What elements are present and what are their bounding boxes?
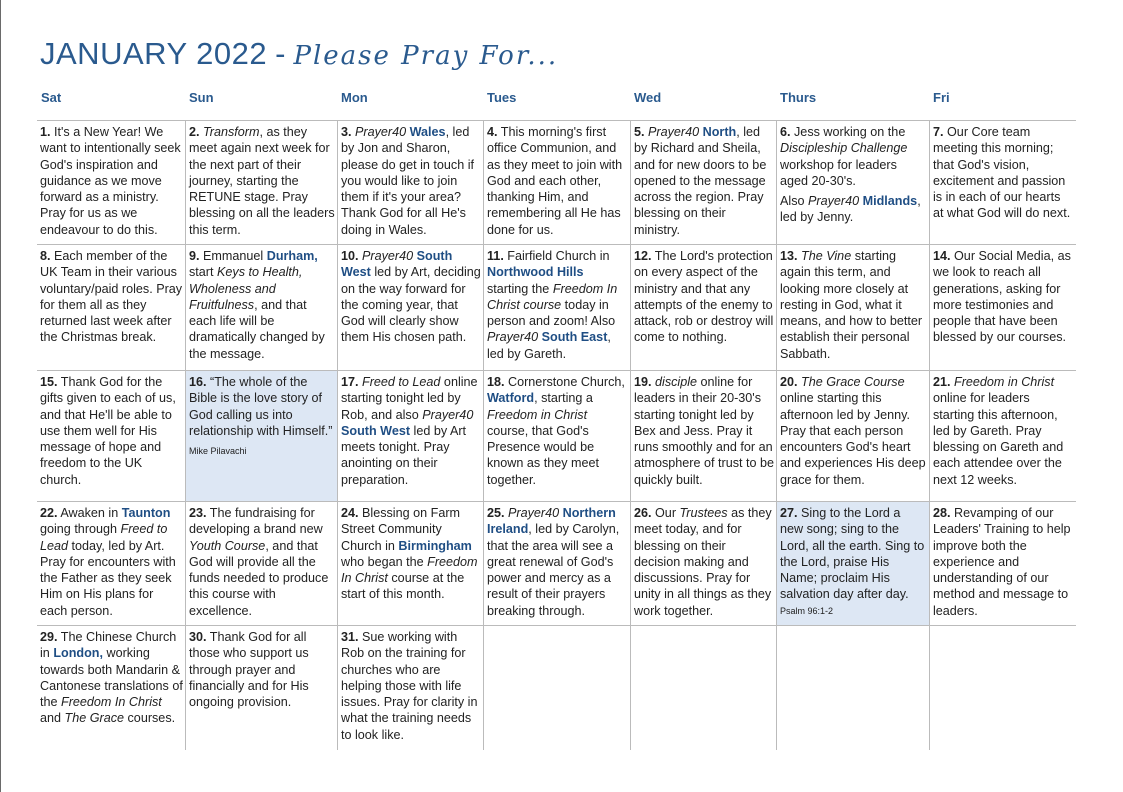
day-text-italic: Youth Course xyxy=(189,538,266,553)
day-text: online starting this afternoon led by Jenny. Pray that each person encounters God's heart and experiences His deep grace for them. xyxy=(780,391,926,487)
day-text-italic: Freedom In Christ course xyxy=(487,281,618,312)
day-text: Thank God for all those who support us through prayer and financially and for His ongoing provision. xyxy=(189,630,309,710)
quote-text: “The whole of the Bible is the love story of God calling us into relationship with Himself.” xyxy=(189,375,333,438)
day-text: , led by Carolyn, that the area will see a great renewal of God's power and mercy as a result of their prayers breaking through. xyxy=(487,522,620,618)
empty-cell xyxy=(630,625,776,750)
day-cell-29 xyxy=(37,625,185,750)
day-cell-20 xyxy=(776,370,929,501)
day-number: 27. xyxy=(780,506,798,520)
scripture-reference: Psalm 96:1-2 xyxy=(780,605,834,616)
empty-cell xyxy=(776,625,929,750)
day-header-wed: Wed xyxy=(634,90,662,105)
day-text-italic: Trustees xyxy=(679,506,728,520)
day-number: 3. xyxy=(341,125,352,139)
day-text-bold: Watford xyxy=(487,391,535,406)
calendar-grid xyxy=(37,87,1076,750)
day-text-italic: Freedom in Christ xyxy=(487,407,588,422)
day-number: 15. xyxy=(40,375,58,389)
day-text-italic: Prayer40 xyxy=(808,194,860,209)
day-number: 22. xyxy=(40,506,58,520)
day-cell-7 xyxy=(929,120,1076,244)
day-text: , and that God will provide all the funds needed to produce this course with excellence. xyxy=(189,538,329,618)
spacer xyxy=(780,189,927,193)
day-text: starting the xyxy=(487,281,553,296)
day-text-italic: Prayer40 xyxy=(487,330,539,345)
day-number: 9. xyxy=(189,249,200,263)
day-cell-1 xyxy=(37,120,185,244)
day-number: 12. xyxy=(634,249,652,263)
day-text: , led by Richard and Sheila, and for new doors to be opened to the message across the region. Pray blessing on their ministry. xyxy=(634,125,767,237)
day-cell-21 xyxy=(929,370,1076,501)
quote-source: Mike Pilavachi xyxy=(189,446,247,457)
day-number: 19. xyxy=(634,375,652,389)
day-cell-17 xyxy=(337,370,483,501)
day-text-bold: North xyxy=(702,125,737,139)
empty-cell xyxy=(929,625,1076,750)
day-text: online for leaders starting this afternoon, led by Gareth. Pray blessing on Gareth and each attendee over the next 12 weeks. xyxy=(933,391,1064,487)
day-cell-15 xyxy=(37,370,185,501)
day-number: 23. xyxy=(189,506,207,520)
day-text: Sue working with Rob on the training for churches who are helping those with life issues. Pray for clarity in what the training needs to look like. xyxy=(341,630,478,742)
title-month: JANUARY 2022 xyxy=(40,36,268,71)
day-text: Fairfield Church in xyxy=(503,249,610,263)
day-text-italic: The Vine xyxy=(801,249,852,263)
day-cell-14 xyxy=(929,244,1076,370)
day-header-fri: Fri xyxy=(933,90,950,105)
day-text-italic: Freedom In Christ xyxy=(61,695,162,710)
day-text-bold: South West xyxy=(341,249,453,280)
day-text-bold: South East xyxy=(541,330,608,345)
day-text-bold: Birmingham xyxy=(398,538,472,553)
day-cell-5 xyxy=(630,120,776,244)
day-cell-3 xyxy=(337,120,483,244)
day-header-sat: Sat xyxy=(41,90,62,105)
day-text-italic: The Grace Course xyxy=(801,375,905,389)
day-text: online for leaders in their 20-30's starting tonight led by Bex and Jess. Pray it runs smoothly and for an atmosphere of trust to be quickly built. xyxy=(634,375,775,487)
day-text: start xyxy=(189,265,217,280)
day-text: Awaken in xyxy=(57,506,122,520)
day-text: The Chinese Church in xyxy=(40,630,177,661)
day-text-bold: Northern Ireland xyxy=(487,506,616,537)
day-header-tues: Tues xyxy=(487,90,517,105)
day-text-italic: Transform xyxy=(203,125,260,139)
day-text: , led by Gareth. xyxy=(487,330,611,361)
day-text: Jess working on the xyxy=(790,125,906,139)
day-number: 1. xyxy=(40,125,51,139)
day-text: as they meet today, and for blessing on their decision making and discussions. Pray for unity in all things as they work together. xyxy=(634,506,772,618)
day-text: It's a New Year! We want to intentionally seek God's inspiration and guidance as we move forward as a ministry. Pray for us as we endeavour to do this. xyxy=(40,125,181,237)
day-number: 20. xyxy=(780,375,798,389)
day-text-italic: Freedom In Christ xyxy=(341,554,478,586)
title-script: Please Pray For... xyxy=(293,41,559,71)
day-text: Emmanuel xyxy=(199,249,267,263)
day-number: 11. xyxy=(487,249,504,263)
day-text: Cornerstone Church, xyxy=(504,375,625,389)
day-text: starting again this term, and looking more closely at resting in God, what it means, and how to better establish their personal Sabbath. xyxy=(780,249,923,361)
day-text-bold: Midlands xyxy=(862,194,918,209)
day-number: 28. xyxy=(933,506,951,520)
day-cell-13 xyxy=(776,244,929,370)
day-number: 31. xyxy=(341,630,359,644)
day-text: , led by Jenny. xyxy=(780,194,921,225)
day-text: course, that God's Presence would be known as they meet together. xyxy=(487,423,600,487)
day-text-italic: Freedom in Christ xyxy=(954,375,1055,389)
day-number: 10. xyxy=(341,249,359,263)
day-text: Also xyxy=(780,194,808,209)
day-cell-16 xyxy=(185,370,337,501)
day-cell-18 xyxy=(483,370,630,501)
scripture-text: Sing to the Lord a new song; sing to the Lord, all the earth. Sing to the Lord, praise His Name; proclaim His salvation day after day. xyxy=(780,506,925,602)
day-text-italic: Prayer40 xyxy=(422,407,474,422)
day-text: Thank God for the gifts given to each of us, and that He'll be able to use them well for His message of hope and freedom to the UK church. xyxy=(40,375,176,487)
day-number: 5. xyxy=(634,125,645,139)
day-cell-26 xyxy=(630,501,776,625)
day-text-bold: Northwood Hills xyxy=(487,265,584,280)
day-text-italic: Freed to Lead xyxy=(362,375,441,389)
day-cell-23 xyxy=(185,501,337,625)
day-header-mon: Mon xyxy=(341,90,368,105)
day-text: The fundraising for developing a brand new xyxy=(189,506,323,537)
day-text-bold: South West xyxy=(341,423,411,438)
day-cell-10 xyxy=(337,244,483,370)
day-number: 2. xyxy=(189,125,200,139)
day-text: , and that each life will be dramatically changed by the message. xyxy=(189,297,325,361)
day-number: 6. xyxy=(780,125,791,139)
day-text: Our Social Media, as we look to reach all generations, asking for more testimonies and people that have been blessed by our courses. xyxy=(933,249,1071,345)
day-number: 25. xyxy=(487,506,505,520)
day-text: online starting tonight led by Rob, and also xyxy=(341,375,478,422)
day-text: Blessing on Farm Street Community Church in xyxy=(341,506,461,553)
day-cell-6 xyxy=(776,120,929,244)
day-cell-30 xyxy=(185,625,337,750)
day-number: 30. xyxy=(189,630,207,644)
day-text-italic: Freed to Lead xyxy=(40,522,168,553)
day-number: 26. xyxy=(634,506,652,520)
day-text-italic: Prayer40 xyxy=(362,249,414,263)
day-number: 21. xyxy=(933,375,951,389)
day-text: , led by Jon and Sharon, please do get in touch if you would like to join them if it's your area? Thank God for all He's doing in Wales. xyxy=(341,125,475,237)
day-text: courses. xyxy=(124,711,176,726)
day-number: 16. xyxy=(189,375,207,389)
day-number: 13. xyxy=(780,249,798,263)
day-text: led by Art meets tonight. Pray anointing on their preparation. xyxy=(341,423,467,487)
day-number: 29. xyxy=(40,630,58,644)
day-cell-25 xyxy=(483,501,630,625)
day-number: 17. xyxy=(341,375,359,389)
day-text: This morning's first office Communion, and as they meet to join with God and each other, thanking Him, and remembering all He has done for us. xyxy=(487,125,623,237)
day-text: course at the start of this month. xyxy=(341,571,465,602)
day-header-thurs: Thurs xyxy=(780,90,817,105)
day-text-italic: Prayer40 xyxy=(648,125,700,139)
day-text-italic: Prayer40 xyxy=(508,506,560,520)
day-text: going through xyxy=(40,522,121,537)
day-text-bold: Durham, xyxy=(266,249,318,263)
day-cell-8 xyxy=(37,244,185,370)
day-cell-28 xyxy=(929,501,1076,625)
day-text: Each member of the UK Team in their various voluntary/paid roles. Pray for them all as they returned last week after the Christmas break. xyxy=(40,249,183,345)
day-text: Revamping of our Leaders' Training to help improve both the experience and understanding of our method and message to leaders. xyxy=(933,506,1071,618)
day-cell-9 xyxy=(185,244,337,370)
day-text: working towards both Mandarin & Cantonese translations of the xyxy=(40,646,183,710)
day-cell-22 xyxy=(37,501,185,625)
day-text: who began the xyxy=(341,554,428,569)
day-number: 14. xyxy=(933,249,951,263)
day-cell-12 xyxy=(630,244,776,370)
day-cell-11 xyxy=(483,244,630,370)
day-number: 18. xyxy=(487,375,505,389)
day-number: 24. xyxy=(341,506,359,520)
day-text-italic: The Grace xyxy=(64,711,125,726)
day-text: today, led by Art. Pray for encounters with the Father as they seek Him on His plans for each person. xyxy=(40,538,176,618)
day-text-italic: Discipleship Challenge xyxy=(780,141,908,156)
day-text-italic: Keys to Health, Wholeness and Fruitfulness xyxy=(189,265,303,312)
day-text: The Lord's protection on every aspect of the ministry and that any attempts of the enemy to attack, rob or destroy will come to nothing. xyxy=(634,249,774,345)
page-edge xyxy=(0,0,1,792)
day-number: 7. xyxy=(933,125,944,139)
day-number: 8. xyxy=(40,249,51,263)
day-text: led by Art, deciding on the way forward for the coming year, that God will clearly show them His chosen path. xyxy=(341,265,481,345)
day-text: and xyxy=(40,711,65,726)
day-text-bold: London, xyxy=(53,646,103,661)
day-text: Our Core team meeting this morning; that God's vision, excitement and passion is in each of our hearts at what God will do next. xyxy=(933,125,1071,221)
day-cell-2 xyxy=(185,120,337,244)
day-cell-31 xyxy=(337,625,483,750)
title-separator: - xyxy=(275,36,286,71)
day-text-bold: Taunton xyxy=(121,506,171,520)
page-title xyxy=(40,36,558,84)
day-text: today in person and zoom! Also xyxy=(487,297,616,329)
day-text: workshop for leaders aged 20-30's. xyxy=(780,157,897,188)
day-cell-27 xyxy=(776,501,929,625)
day-text: , starting a xyxy=(534,391,593,406)
day-text-italic: disciple xyxy=(655,375,698,389)
day-header-sun: Sun xyxy=(189,90,214,105)
day-cell-19 xyxy=(630,370,776,501)
day-number: 4. xyxy=(487,125,498,139)
day-cell-4 xyxy=(483,120,630,244)
day-text-bold: Wales xyxy=(409,125,446,139)
day-text-italic: Prayer40 xyxy=(355,125,407,139)
day-text: Our xyxy=(651,506,680,520)
day-text: , as they meet again next week for the next part of their journey, starting the RETUNE stage. Pray blessing on all the leaders this term. xyxy=(189,125,335,237)
empty-cell xyxy=(483,625,630,750)
day-cell-24 xyxy=(337,501,483,625)
